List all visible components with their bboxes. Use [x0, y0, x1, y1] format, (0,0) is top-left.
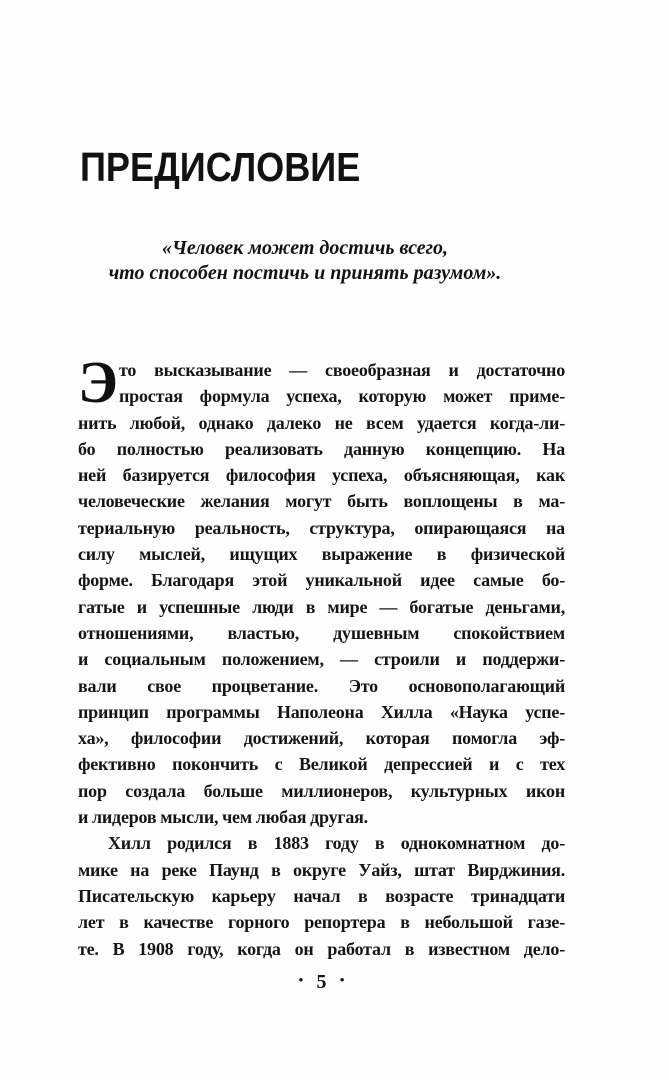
text-line: и лидеров мысли, чем любая другая.: [78, 807, 368, 828]
text-line: форме. Благодаря этой уникальной идее самые бо-: [78, 570, 565, 591]
text-line: мике на реке Паунд в округе Уайз, штат Вирджиния.: [78, 859, 565, 880]
text-line: принцип программы Наполеона Хилла «Наука успе-: [78, 701, 565, 722]
text-line: ха», философии достижений, которая помогла эф-: [78, 728, 565, 749]
text-line: лет в качестве горного репортера в небольшой газе-: [78, 912, 565, 933]
text-line: фективно покончить с Великой депрессией и с тех: [78, 754, 565, 775]
paragraph-1: [78, 349, 565, 830]
page-number: 5: [316, 971, 327, 993]
text-line: нить любой, однако далеко не всем удается когда-ли-: [78, 412, 565, 433]
epigraph-line: что способен постичь и принять разумом».: [108, 261, 502, 284]
text-line: Хилл родился в 1883 году в однокомнатном до-: [108, 833, 565, 854]
drop-cap: Э: [78, 349, 118, 415]
text-line: простая формула успеха, которую может приме-: [119, 386, 565, 407]
text-line: те. В 1908 году, когда он работал в известном дело-: [78, 938, 565, 959]
page-number-bullet: •: [339, 973, 345, 989]
text-line: вали свое процветание. Это основополагающий: [78, 675, 565, 696]
body-text: [78, 349, 565, 962]
paragraph-2: [78, 830, 565, 961]
page-number-bullet: •: [298, 973, 304, 989]
epigraph-line: «Человек может достичь всего,: [161, 237, 449, 259]
text-line: человеческие желания могут быть воплощены в ма-: [78, 491, 565, 512]
text-line: ней базируется философия успеха, объясняющая, как: [78, 465, 565, 486]
text-line: силу мыслей, ищущих выражение в физической: [78, 544, 565, 565]
chapter-title: ПРЕДИСЛОВИЕ: [80, 144, 361, 191]
text-line: и социальным положением, — строили и поддержи-: [78, 649, 565, 670]
text-line: териальную реальность, структура, опирающаяся на: [78, 517, 565, 538]
text-line: Писательскую карьеру начал в возрасте тринадцати: [78, 885, 565, 906]
page-footer: [78, 969, 565, 995]
text-line: бо полностью реализовать данную концепцию. На: [78, 438, 565, 459]
epigraph: [55, 236, 555, 285]
text-line: отношениями, властью, душевным спокойствием: [78, 622, 565, 643]
text-line: гатые и успешные люди в мире — богатые деньгами,: [78, 596, 565, 617]
text-line: то высказывание — своеобразная и достаточно: [119, 360, 565, 380]
text-line: пор создала больше миллионеров, культурных икон: [78, 780, 565, 801]
